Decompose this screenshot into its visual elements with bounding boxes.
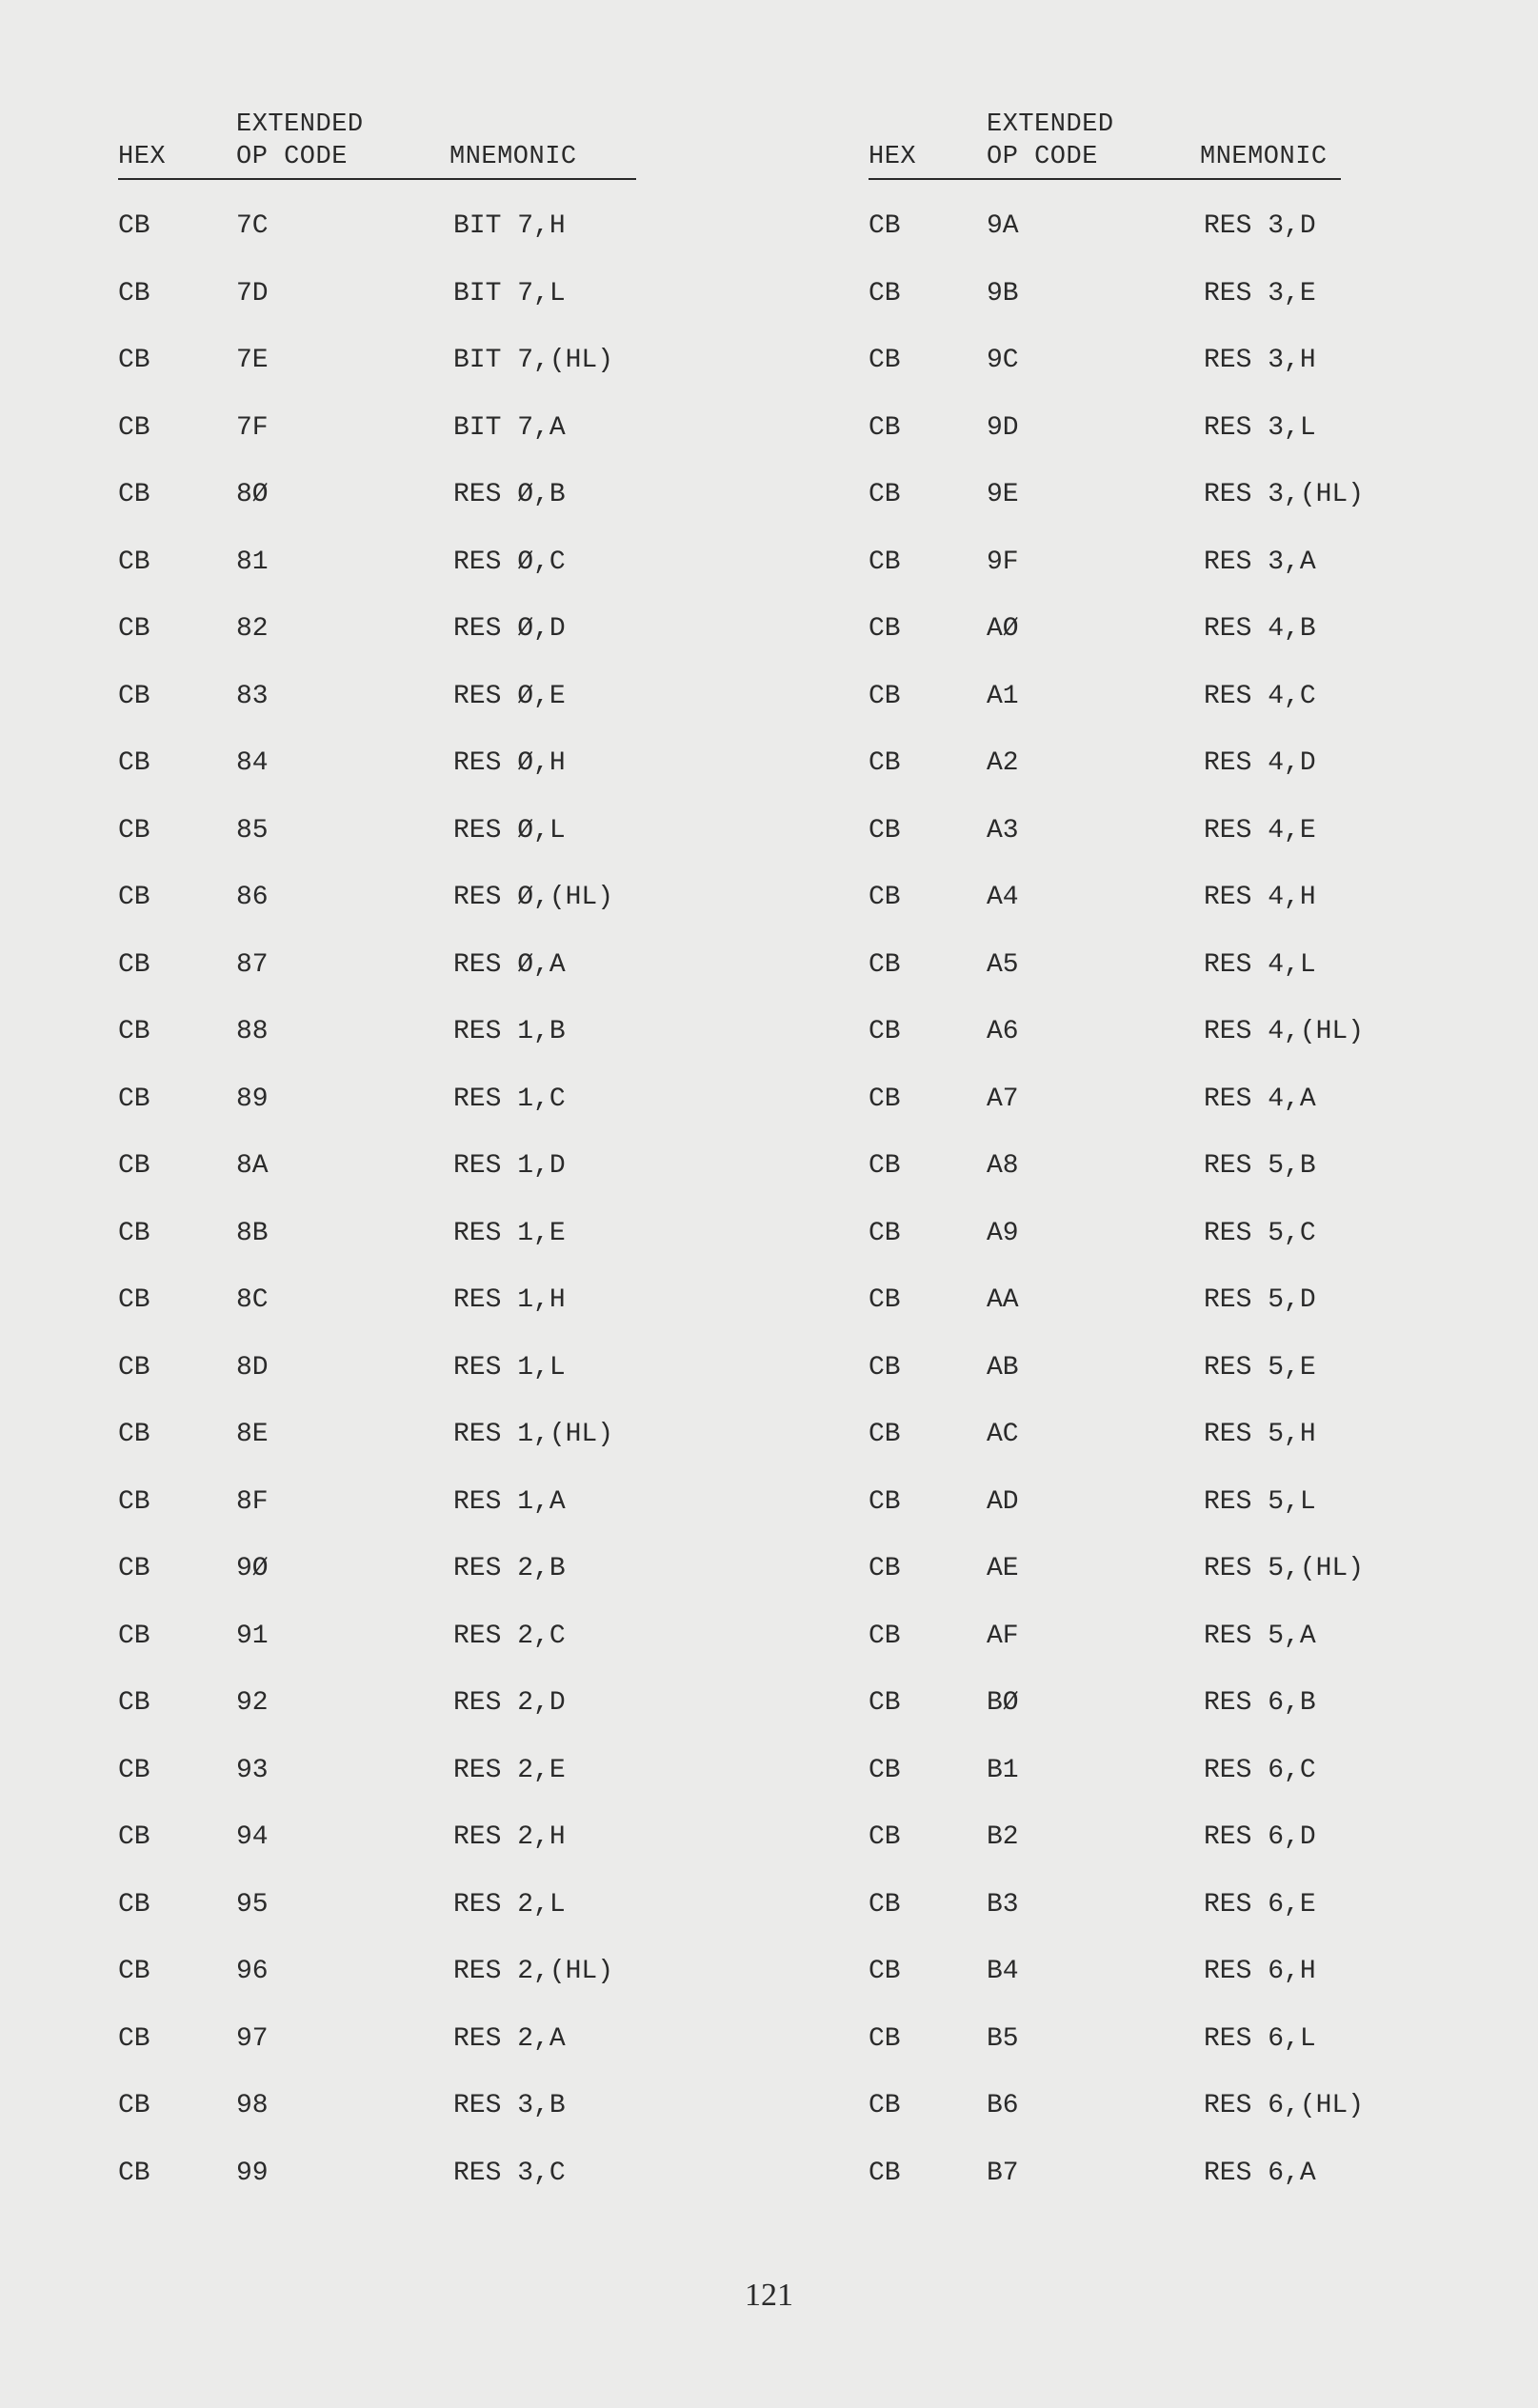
op-code-cell: 8C [236, 1285, 269, 1315]
mnemonic-cell: RES 2,L [453, 1889, 566, 1920]
mnemonic-cell: RES 2,A [453, 2023, 566, 2054]
hex-cell: CB [869, 1218, 901, 1248]
hex-cell: CB [869, 1621, 901, 1651]
hex-cell: CB [869, 412, 901, 443]
op-code-cell: AB [987, 1352, 1019, 1383]
op-code-cell: A3 [987, 815, 1019, 846]
mnemonic-cell: RES 1,H [453, 1285, 566, 1315]
hex-heading: HEX [118, 143, 167, 171]
mnemonic-cell: RES Ø,D [453, 614, 566, 644]
mnemonic-cell: RES 2,C [453, 1621, 566, 1651]
mnemonic-cell: RES 6,D [1204, 1822, 1316, 1852]
hex-cell: CB [869, 211, 901, 241]
mnemonic-cell: RES 5,B [1204, 1151, 1316, 1181]
hex-cell: CB [118, 815, 150, 846]
hex-cell: CB [869, 2023, 901, 2054]
op-code-cell: 9D [987, 412, 1019, 443]
op-code-cell: A2 [987, 748, 1019, 778]
hex-cell: CB [118, 2023, 150, 2054]
op-code-cell: A6 [987, 1017, 1019, 1046]
mnemonic-cell: RES 1,B [453, 1017, 566, 1046]
hex-cell: CB [118, 211, 150, 241]
op-code-cell: 7C [236, 211, 269, 241]
hex-cell: CB [869, 748, 901, 778]
op-code-cell: 89 [236, 1084, 269, 1114]
hex-cell: CB [869, 346, 901, 375]
hex-cell: CB [118, 1017, 150, 1046]
hex-cell: CB [118, 480, 150, 509]
mnemonic-cell: RES 5,(HL) [1204, 1554, 1365, 1583]
hex-cell: CB [869, 1084, 901, 1114]
mnemonic-cell: RES 4,(HL) [1204, 1017, 1365, 1046]
mnemonic-cell: RES 5,L [1204, 1486, 1316, 1517]
header-underline [118, 178, 636, 180]
hex-cell: CB [118, 412, 150, 443]
hex-cell: CB [118, 1151, 150, 1181]
hex-cell: CB [118, 949, 150, 980]
op-code-cell: 85 [236, 815, 269, 846]
mnemonic-cell: RES 3,(HL) [1204, 480, 1365, 509]
hex-cell: CB [118, 1486, 150, 1517]
mnemonic-cell: RES Ø,L [453, 815, 566, 846]
hex-cell: CB [869, 1151, 901, 1181]
op-code-cell: B4 [987, 1957, 1019, 1986]
mnemonic-cell: RES 1,D [453, 1151, 566, 1181]
op-code-cell: B1 [987, 1755, 1019, 1785]
mnemonic-cell: RES 5,C [1204, 1218, 1316, 1248]
hex-cell: CB [869, 1352, 901, 1383]
hex-cell: CB [869, 815, 901, 846]
op-code-cell: A4 [987, 883, 1019, 912]
mnemonic-cell: RES 3,L [1204, 412, 1316, 443]
mnemonic-cell: RES 2,D [453, 1688, 566, 1718]
op-code-cell: B2 [987, 1822, 1019, 1852]
mnemonic-cell: RES 4,C [1204, 681, 1316, 711]
hex-cell: CB [118, 346, 150, 375]
mnemonic-cell: RES Ø,(HL) [453, 883, 614, 912]
hex-cell: CB [869, 681, 901, 711]
op-code-cell: 83 [236, 681, 269, 711]
op-code-cell: A5 [987, 949, 1019, 980]
op-code-cell: AD [987, 1486, 1019, 1517]
mnemonic-cell: RES 4,L [1204, 949, 1316, 980]
hex-cell: CB [118, 748, 150, 778]
mnemonic-cell: RES Ø,B [453, 480, 566, 509]
op-code-cell: AE [987, 1554, 1019, 1583]
op-code-cell: 8Ø [236, 480, 269, 509]
hex-cell: CB [869, 1755, 901, 1785]
hex-cell: CB [869, 278, 901, 308]
mnemonic-cell: RES 5,H [1204, 1420, 1316, 1449]
mnemonic-cell: RES 6,(HL) [1204, 2091, 1365, 2120]
hex-cell: CB [869, 480, 901, 509]
mnemonic-cell: RES 3,E [1204, 278, 1316, 308]
mnemonic-cell: RES 4,E [1204, 815, 1316, 846]
op-code-heading: OP CODE [987, 143, 1098, 171]
hex-cell: CB [118, 1420, 150, 1449]
op-code-cell: B3 [987, 1889, 1019, 1920]
mnemonic-cell: RES 5,E [1204, 1352, 1316, 1383]
hex-cell: CB [869, 1285, 901, 1315]
hex-cell: CB [118, 1688, 150, 1718]
op-code-cell: 9Ø [236, 1554, 269, 1583]
op-code-cell: BØ [987, 1688, 1019, 1718]
hex-cell: CB [118, 1621, 150, 1651]
mnemonic-cell: RES 5,A [1204, 1621, 1316, 1651]
hex-cell: CB [869, 1957, 901, 1986]
mnemonic-cell: RES Ø,E [453, 681, 566, 711]
hex-cell: CB [118, 681, 150, 711]
mnemonic-cell: RES 1,C [453, 1084, 566, 1114]
op-code-cell: 9C [987, 346, 1019, 375]
op-code-cell: 8B [236, 1218, 269, 1248]
op-code-cell: 97 [236, 2023, 269, 2054]
op-code-cell: 91 [236, 1621, 269, 1651]
mnemonic-cell: RES 3,H [1204, 346, 1316, 375]
op-code-cell: 99 [236, 2158, 269, 2188]
op-code-cell: 7D [236, 278, 269, 308]
mnemonic-cell: BIT 7,H [453, 211, 566, 241]
hex-cell: CB [118, 2158, 150, 2188]
op-code-cell: 98 [236, 2091, 269, 2120]
mnemonic-cell: RES 6,L [1204, 2023, 1316, 2054]
hex-cell: CB [118, 1957, 150, 1986]
hex-cell: CB [869, 1420, 901, 1449]
op-code-cell: 9B [987, 278, 1019, 308]
mnemonic-cell: RES Ø,C [453, 547, 566, 577]
hex-cell: CB [869, 1486, 901, 1517]
op-code-cell: 96 [236, 1957, 269, 1986]
hex-cell: CB [869, 949, 901, 980]
op-code-cell: A7 [987, 1084, 1019, 1114]
op-code-cell: 8E [236, 1420, 269, 1449]
hex-cell: CB [869, 2158, 901, 2188]
hex-cell: CB [869, 883, 901, 912]
hex-cell: CB [869, 614, 901, 644]
op-code-cell: 93 [236, 1755, 269, 1785]
hex-cell: CB [118, 614, 150, 644]
mnemonic-heading: MNEMONIC [1200, 143, 1328, 171]
op-code-cell: A1 [987, 681, 1019, 711]
op-code-cell: 8A [236, 1151, 269, 1181]
mnemonic-cell: RES 3,B [453, 2091, 566, 2120]
mnemonic-cell: BIT 7,L [453, 278, 566, 308]
op-code-cell: 95 [236, 1889, 269, 1920]
mnemonic-cell: RES 6,E [1204, 1889, 1316, 1920]
hex-cell: CB [118, 1285, 150, 1315]
hex-cell: CB [118, 278, 150, 308]
hex-cell: CB [118, 883, 150, 912]
hex-cell: CB [869, 2091, 901, 2120]
page-number: 121 [745, 2278, 793, 2313]
op-code-cell: AC [987, 1420, 1019, 1449]
op-code-cell: B6 [987, 2091, 1019, 2120]
mnemonic-cell: RES 1,(HL) [453, 1420, 614, 1449]
op-code-cell: AØ [987, 614, 1019, 644]
mnemonic-cell: RES Ø,A [453, 949, 566, 980]
hex-cell: CB [118, 1352, 150, 1383]
mnemonic-cell: RES 3,A [1204, 547, 1316, 577]
mnemonic-cell: RES 5,D [1204, 1285, 1316, 1315]
mnemonic-cell: BIT 7,(HL) [453, 346, 614, 375]
header-underline [869, 178, 1341, 180]
op-code-cell: 92 [236, 1688, 269, 1718]
hex-cell: CB [869, 1822, 901, 1852]
op-code-cell: A8 [987, 1151, 1019, 1181]
mnemonic-cell: RES 3,D [1204, 211, 1316, 241]
mnemonic-cell: RES 4,B [1204, 614, 1316, 644]
op-code-cell: 87 [236, 949, 269, 980]
mnemonic-cell: RES 4,A [1204, 1084, 1316, 1114]
op-code-heading: OP CODE [236, 143, 348, 171]
op-code-cell: 9A [987, 211, 1019, 241]
mnemonic-cell: RES 2,(HL) [453, 1957, 614, 1986]
mnemonic-cell: RES 6,C [1204, 1755, 1316, 1785]
op-code-cell: B7 [987, 2158, 1019, 2188]
hex-cell: CB [869, 1889, 901, 1920]
op-code-cell: 8F [236, 1486, 269, 1517]
hex-cell: CB [869, 1554, 901, 1583]
mnemonic-cell: RES 3,C [453, 2158, 566, 2188]
op-code-cell: B5 [987, 2023, 1019, 2054]
mnemonic-cell: RES 1,A [453, 1486, 566, 1517]
hex-cell: CB [869, 1688, 901, 1718]
hex-cell: CB [118, 1084, 150, 1114]
hex-cell: CB [118, 1218, 150, 1248]
mnemonic-heading: MNEMONIC [449, 143, 577, 171]
mnemonic-cell: RES 6,H [1204, 1957, 1316, 1986]
extended-heading: EXTENDED [987, 110, 1114, 139]
op-code-cell: 9F [987, 547, 1019, 577]
op-code-cell: 84 [236, 748, 269, 778]
op-code-cell: 81 [236, 547, 269, 577]
mnemonic-cell: RES 1,E [453, 1218, 566, 1248]
op-code-cell: AF [987, 1621, 1019, 1651]
hex-heading: HEX [869, 143, 917, 171]
extended-heading: EXTENDED [236, 110, 364, 139]
hex-cell: CB [118, 1889, 150, 1920]
op-code-cell: 82 [236, 614, 269, 644]
hex-cell: CB [118, 2091, 150, 2120]
hex-cell: CB [118, 1755, 150, 1785]
op-code-cell: 7E [236, 346, 269, 375]
hex-cell: CB [869, 1017, 901, 1046]
op-code-cell: 8D [236, 1352, 269, 1383]
op-code-cell: 86 [236, 883, 269, 912]
mnemonic-cell: RES 6,A [1204, 2158, 1316, 2188]
mnemonic-cell: RES 2,H [453, 1822, 566, 1852]
mnemonic-cell: RES 4,H [1204, 883, 1316, 912]
mnemonic-cell: RES 2,B [453, 1554, 566, 1583]
hex-cell: CB [118, 1554, 150, 1583]
hex-cell: CB [869, 547, 901, 577]
mnemonic-cell: RES 2,E [453, 1755, 566, 1785]
op-code-cell: 9E [987, 480, 1019, 509]
hex-cell: CB [118, 547, 150, 577]
mnemonic-cell: BIT 7,A [453, 412, 566, 443]
mnemonic-cell: RES 4,D [1204, 748, 1316, 778]
op-code-cell: 7F [236, 412, 269, 443]
op-code-cell: 88 [236, 1017, 269, 1046]
op-code-cell: AA [987, 1285, 1019, 1315]
op-code-cell: 94 [236, 1822, 269, 1852]
op-code-cell: A9 [987, 1218, 1019, 1248]
mnemonic-cell: RES 6,B [1204, 1688, 1316, 1718]
mnemonic-cell: RES 1,L [453, 1352, 566, 1383]
mnemonic-cell: RES Ø,H [453, 748, 566, 778]
hex-cell: CB [118, 1822, 150, 1852]
